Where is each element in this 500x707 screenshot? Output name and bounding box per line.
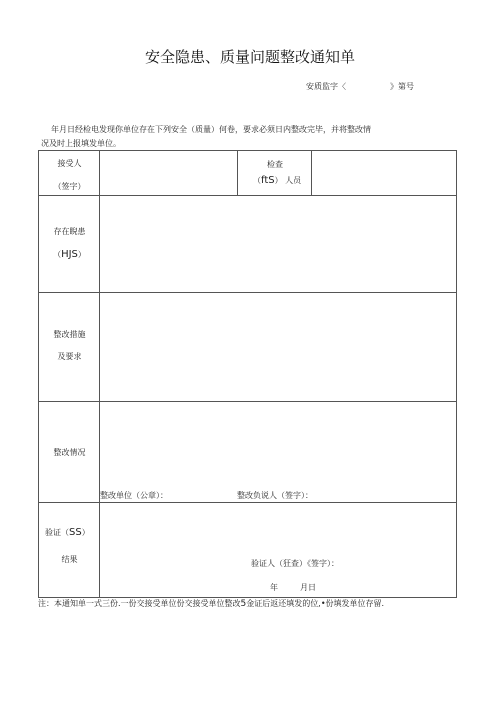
inspector-paren-close: ） [274,176,283,185]
notice-intro-line-2: 况及时上报填发单位。 [41,139,121,148]
inspector-code: ftS [261,175,275,186]
verify-paren-close: ） [81,528,90,537]
verify-result-label: 结果 [61,555,78,564]
footnote [38,598,384,609]
inspector-label-cell [238,151,312,196]
inspector-paren-open: （ [253,176,261,185]
verify-label-text: 验证（ [45,528,69,537]
footnote-number: 5 [240,599,247,609]
inspector-signature-field[interactable] [312,151,457,196]
verifier-sign-label: 验证人（狂查）《签字）： [251,559,339,568]
receiver-signature-field[interactable] [100,151,238,196]
hazard-code-label [39,249,100,260]
notice-intro [41,123,421,151]
document-title: 安全隐患、质量问题整改通知单 [144,48,355,66]
inspector-suffix: 人员 [285,176,302,185]
status-label: 整改情况 [53,448,86,457]
measures-field[interactable] [100,293,457,402]
hazard-label: 存在睨患 [53,227,86,236]
status-label-cell [39,402,100,503]
verify-label [45,527,90,538]
measures-label-line-1: 整改措施 [53,330,86,339]
rectification-lead-sign-label: 整改负说人（签字）： [237,491,313,500]
hazard-paren-close: ） [77,250,86,259]
rectification-unit-seal-label: 整改单位（公章）： [100,491,168,500]
footnote-part-2: 金证后返还填发的位,•份填发单位存留. [246,599,385,608]
verify-monthday-label: 月日 [300,583,316,592]
receiver-sign-label: （签字） [53,182,86,191]
verify-date [270,582,316,593]
inspector-label: 检查 [267,160,283,169]
verify-year-label: 年 [270,583,278,592]
document-number-suffix: 》第号 [390,82,414,91]
verify-label-cell [39,503,100,598]
inspector-role-label [253,175,301,186]
rectification-form [38,150,457,598]
document-number-prefix: 安质监字〈 [306,82,346,91]
hazard-label-cell [39,196,100,293]
verify-result-field[interactable] [100,503,457,598]
status-field[interactable] [100,402,457,503]
measures-label-line-2: 及要求 [57,352,82,361]
measures-label-cell [39,293,100,402]
hazard-paren-open: （ [53,250,62,259]
receiver-label: 接受人 [57,159,82,168]
footnote-part-1: 注：本通知单一式三份.一份交接受单位份交接受单位整改 [38,599,241,608]
hazard-description-field[interactable] [100,196,457,293]
receiver-label-cell [39,151,100,196]
document-number [306,81,414,92]
verify-code: SS [69,527,82,538]
notice-intro-line-1: 年月日经检电发现你单位存在下列安全（质量）何卷，要求必须日内整改完毕，并将整改情 [51,125,371,134]
hazard-code: HJS [61,249,78,260]
